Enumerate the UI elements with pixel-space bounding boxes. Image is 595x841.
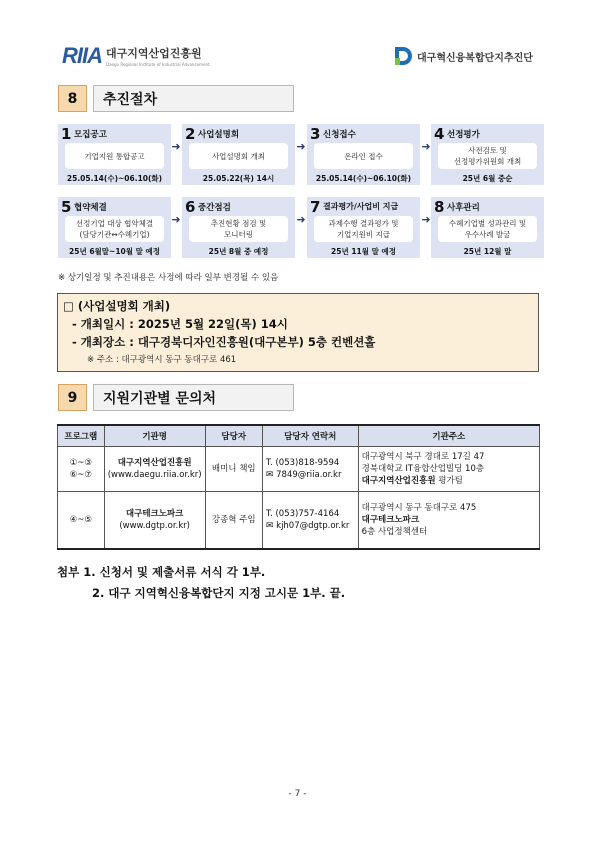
org-url: (www.dgtp.or.kr): [119, 520, 190, 531]
step-1-body: 기업지원 통합공고: [65, 143, 164, 169]
org-url: (www.daegu.riia.or.kr): [107, 470, 202, 480]
address-org: 대구지역산업진흥원: [361, 476, 436, 486]
schedule-note: ※ 상기일정 및 추진내용은 사정에 따라 일부 변경될 수 있음: [58, 273, 279, 283]
step-8-date: 25년 12월 말: [463, 247, 512, 256]
step-7-date: 25년 11월 말 예정: [331, 247, 396, 256]
step-1-number: 1: [61, 125, 72, 143]
section-9-title: 지원기관별 문의처: [93, 384, 294, 411]
step-5-date: 25년 6월말~10월 말 예정: [69, 247, 160, 256]
step-4-body-line1: 사전검토 및: [468, 146, 507, 155]
step-8-number: 8: [434, 198, 445, 216]
section-8-title: 추진절차: [93, 85, 294, 112]
address-line: 6층 사업정책센터: [361, 526, 428, 537]
step-7-body-line1: 과제수행 결과평가 및: [328, 219, 399, 228]
briefing-date: - 개최일시 : 2025년 5월 22일(목) 14시: [72, 317, 288, 331]
riia-logo-name: 대구지역산업진흥원: [106, 47, 202, 60]
step-3-title: 신청접수: [323, 130, 356, 140]
program-range: ⑥~⑦: [69, 470, 93, 480]
step-1-date: 25.05.14(수)~06.10(화): [66, 174, 163, 183]
address-line: 대구광역시 동구 동대구로 475: [361, 502, 477, 513]
step-3: [307, 124, 420, 185]
org-name: 대구지역산업진흥원: [117, 458, 192, 468]
briefing-venue: - 개최장소 : 대구경북디자인진흥원(대구본부) 5층 컨벤션홀: [72, 335, 376, 349]
section-8-header: [58, 85, 294, 112]
arrow-icon: ➜: [421, 213, 431, 226]
attachment-line-1: 첨부 1. 신청서 및 제출서류 서식 각 1부.: [57, 565, 266, 579]
step-2-title: 사업설명회: [198, 130, 240, 140]
step-6-date: 25년 8월 중 예정: [208, 247, 269, 256]
manager-cell: 배미니 책임: [205, 447, 262, 492]
step-7: [307, 197, 420, 258]
program-cell: ④~⑤: [58, 492, 105, 549]
attachment-line-2: 2. 대구 지역혁신융복합단지 지정 고시문 1부. 끝.: [92, 586, 346, 600]
step-7-body: [314, 216, 413, 242]
briefing-box: [57, 293, 539, 372]
program-cell: [58, 447, 105, 492]
step-5-number: 5: [61, 198, 72, 216]
step-4-body-line2: 선정평가위원회 개최: [453, 157, 522, 166]
step-8-body-line1: 수혜기업별 성과관리 및: [448, 219, 527, 228]
step-2: [182, 124, 295, 185]
step-1: [58, 124, 171, 185]
step-7-body-line2: 기업지원비 지급: [336, 230, 391, 239]
step-6-body-line1: 추진현황 점검 및: [210, 219, 267, 228]
phone-number: T. (053)818-9594: [265, 458, 340, 468]
step-4: [431, 124, 544, 185]
address-cell: [358, 447, 539, 492]
address-line: 대구광역시 북구 경대로 17길 47: [361, 452, 485, 462]
mail-icon: ✉: [265, 470, 274, 480]
manager-cell: 강종혁 주임: [205, 492, 262, 549]
step-5-body: [65, 216, 164, 242]
step-2-date: 25.05.22(목) 14시: [202, 174, 275, 183]
step-6-body-line2: 모니터링: [224, 230, 253, 239]
table-row: [58, 492, 540, 549]
email-address[interactable]: kjh07@dgtp.or.kr: [276, 520, 350, 531]
riia-logo: [62, 44, 210, 68]
org-name: 대구테크노파크: [125, 508, 184, 519]
contact-cell: [262, 447, 358, 492]
org-cell: [104, 492, 205, 549]
section-9-header: [58, 384, 294, 411]
step-8-title: 사후관리: [447, 203, 480, 213]
step-2-number: 2: [185, 125, 196, 143]
table-header-contact: 담당자 연락처: [262, 425, 358, 447]
table-header-program: 프로그램: [58, 425, 105, 447]
section-9-number: 9: [58, 384, 87, 411]
arrow-icon: ➜: [296, 213, 306, 226]
contacts-table: [57, 424, 540, 550]
riia-logo-sub: Daegu Regional Institute of Industrial Advancement: [106, 62, 210, 67]
step-5: [58, 197, 171, 258]
innovation-complex-logo-name: 대구혁신융복합단지추진단: [417, 52, 533, 64]
step-4-body: [438, 143, 537, 169]
step-7-number: 7: [310, 198, 321, 216]
step-4-date: 25년 6월 중순: [462, 174, 513, 183]
briefing-address: ※ 주소 : 대구광역시 동구 동대구로 461: [87, 355, 237, 365]
program-range: ①~③: [69, 458, 93, 468]
address-cell: [358, 492, 539, 549]
step-6-number: 6: [185, 198, 196, 216]
arrow-icon: ➜: [296, 140, 306, 153]
page-number: - 7 -: [288, 789, 307, 799]
step-8-body-line2: 우수사례 발굴: [464, 230, 511, 239]
org-cell: [104, 447, 205, 492]
address-line: 경북대학교 IT융합산업빌딩 10층: [361, 464, 485, 474]
briefing-heading: □ (사업설명회 개최): [63, 299, 171, 313]
step-3-number: 3: [310, 125, 321, 143]
step-7-title: 결과평가/사업비 지급: [323, 202, 399, 211]
step-5-title: 협약체결: [74, 203, 107, 213]
mail-icon: ✉: [265, 520, 274, 531]
arrow-icon: ➜: [171, 213, 181, 226]
step-3-body: 온라인 접수: [314, 143, 413, 169]
address-dept: 평가팀: [435, 476, 463, 486]
section-8-number: 8: [58, 85, 87, 112]
phone-number: T. (053)757-4164: [265, 508, 340, 519]
step-2-body: 사업설명회 개최: [189, 143, 288, 169]
table-row: [58, 447, 540, 492]
step-6-body: [189, 216, 288, 242]
step-5-body-line1: 선정기업 대상 협약체결: [75, 219, 154, 228]
address-org: 대구테크노파크: [361, 514, 420, 525]
step-8: [431, 197, 544, 258]
riia-logo-mark: RIIA: [62, 43, 102, 68]
step-5-body-line2: (담당기관↔수혜기업): [79, 230, 150, 239]
step-4-title: 선정평가: [447, 130, 480, 140]
step-6: [182, 197, 295, 258]
table-header-org: 기관명: [104, 425, 205, 447]
step-4-number: 4: [434, 125, 445, 143]
contact-cell: [262, 492, 358, 549]
innovation-complex-logo-icon: [392, 45, 412, 67]
innovation-complex-logo: [392, 44, 533, 68]
table-header-manager: 담당자: [205, 425, 262, 447]
table-header-row: [58, 425, 540, 447]
step-3-date: 25.05.14(수)~06.10(화): [315, 174, 412, 183]
email-address[interactable]: 7849@riia.or.kr: [276, 470, 342, 480]
step-8-body: [438, 216, 537, 242]
table-header-address: 기관주소: [358, 425, 539, 447]
arrow-icon: ➜: [421, 140, 431, 153]
step-1-title: 모집공고: [74, 130, 107, 140]
arrow-icon: ➜: [171, 140, 181, 153]
step-6-title: 중간점검: [198, 203, 231, 213]
